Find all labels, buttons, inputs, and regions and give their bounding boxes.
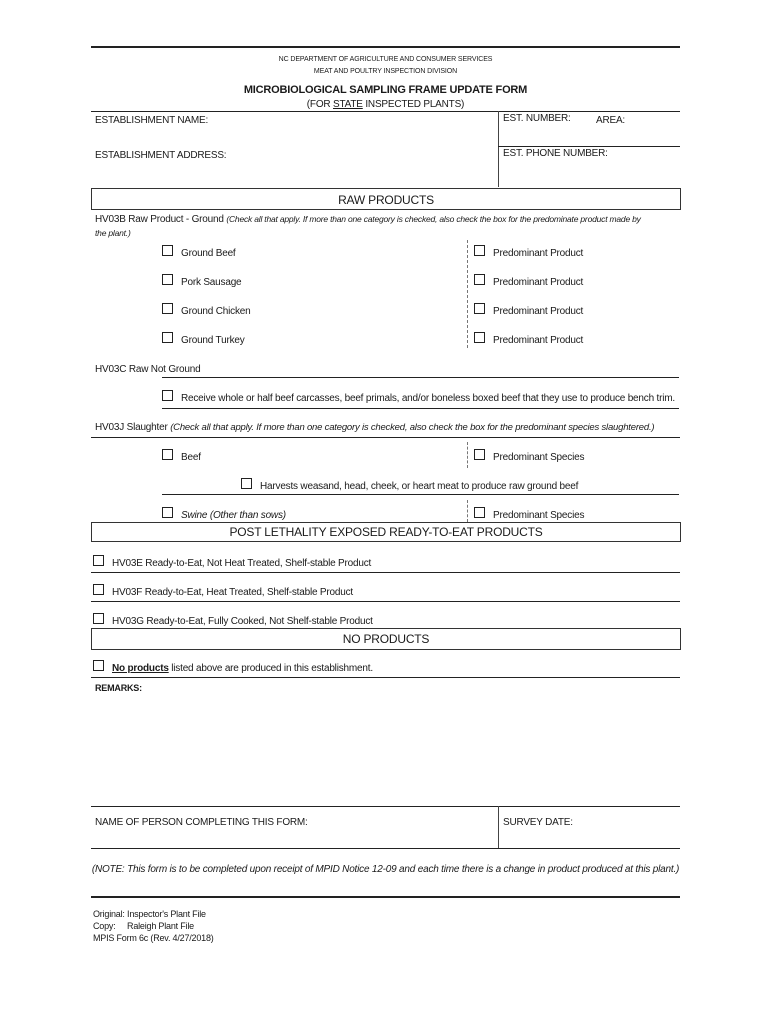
hv03j-rule (91, 437, 680, 438)
harvests-checkbox[interactable] (241, 478, 252, 489)
est-phone-label: EST. PHONE NUMBER: (503, 148, 608, 159)
ground-turkey-label: Ground Turkey (181, 335, 245, 346)
ground-beef-checkbox[interactable] (162, 245, 173, 256)
distribution-copy: Copy: Raleigh Plant File (93, 921, 194, 931)
hv03b-label (95, 214, 641, 225)
hv03c-bottom-rule (162, 408, 679, 409)
fields-top-rule (91, 111, 680, 112)
fields-mid-rule (498, 146, 680, 147)
hv03j-label (95, 422, 654, 433)
ground-beef-predominant-label: Predominant Product (493, 248, 584, 259)
rte-heading: POST LETHALITY EXPOSED READY-TO-EAT PRODUCTS (229, 525, 543, 539)
agency-name: NC DEPARTMENT OF AGRICULTURE AND CONSUMER SERVICES (278, 56, 493, 63)
ground-chicken-predominant-checkbox[interactable] (474, 303, 485, 314)
no-products-bold: No products (112, 663, 169, 674)
harvests-rule (162, 494, 679, 495)
pork-sausage-checkbox[interactable] (162, 274, 173, 285)
no-products-heading: NO PRODUCTS (342, 632, 430, 646)
ground-chicken-label: Ground Chicken (181, 306, 251, 317)
raw-products-heading: RAW PRODUCTS (338, 193, 434, 207)
est-number-label: EST. NUMBER: (503, 113, 571, 124)
ground-chicken-predominant-label: Predominant Product (493, 306, 584, 317)
establishment-address-label: ESTABLISHMENT ADDRESS: (95, 150, 227, 161)
hv03c-rule (162, 377, 679, 378)
hv03f-label: HV03F Ready-to-Eat, Heat Treated, Shelf-stable Product (112, 587, 353, 598)
form-number: MPIS Form 6c (Rev. 4/27/2018) (93, 933, 214, 943)
name-person-label: NAME OF PERSON COMPLETING THIS FORM: (95, 817, 308, 828)
footer-mid-rule (91, 848, 680, 849)
subtitle-state: STATE (333, 99, 363, 110)
hv03e-checkbox[interactable] (93, 555, 104, 566)
footer-top-rule (91, 806, 680, 807)
division-name: MEAT AND POULTRY INSPECTION DIVISION (313, 68, 458, 75)
ground-chicken-checkbox[interactable] (162, 303, 173, 314)
distribution-original: Original: Inspector's Plant File (93, 909, 206, 919)
subtitle-pre: (FOR (306, 99, 334, 110)
top-rule (91, 46, 680, 48)
remarks-label: REMARKS: (95, 683, 142, 693)
subtitle-post: INSPECTED PLANTS) (362, 99, 465, 110)
swine-label: Swine (Other than sows) (181, 510, 286, 521)
ground-column-divider (467, 240, 468, 348)
hv03e-label: HV03E Ready-to-Eat, Not Heat Treated, Shelf-stable Product (112, 558, 372, 569)
swine-checkbox[interactable] (162, 507, 173, 518)
hv03j-code: HV03J Slaughter (95, 422, 168, 433)
hv03f-checkbox[interactable] (93, 584, 104, 595)
ground-turkey-checkbox[interactable] (162, 332, 173, 343)
beef-predominant-checkbox[interactable] (474, 449, 485, 460)
harvests-label: Harvests weasand, head, cheek, or heart meat to produce raw ground beef (260, 481, 579, 492)
fields-divider (498, 111, 499, 187)
no-products-rule (91, 677, 680, 678)
establishment-name-label: ESTABLISHMENT NAME: (95, 115, 209, 126)
remarks-area[interactable] (91, 695, 680, 805)
bench-trim-label: Receive whole or half beef carcasses, beef primals, and/or boneless boxed beef that they use to produce bench trim. (181, 393, 675, 404)
area-label: AREA: (596, 115, 626, 126)
note-bottom-rule (91, 896, 680, 898)
form-title: MICROBIOLOGICAL SAMPLING FRAME UPDATE FORM (243, 84, 528, 96)
slaughter-column-divider-top (467, 442, 468, 468)
no-products-checkbox[interactable] (93, 660, 104, 671)
ground-turkey-predominant-checkbox[interactable] (474, 332, 485, 343)
hv03g-label: HV03G Ready-to-Eat, Fully Cooked, Not Shelf-stable Product (112, 616, 373, 627)
swine-predominant-checkbox[interactable] (474, 507, 485, 518)
form-subtitle (91, 99, 680, 110)
hv03f-rule (91, 601, 680, 602)
pork-sausage-predominant-checkbox[interactable] (474, 274, 485, 285)
ground-beef-predominant-checkbox[interactable] (474, 245, 485, 256)
form-note: (NOTE: This form is to be completed upon receipt of MPID Notice 12-09 and each time there is a change in product produced at this plant.) (91, 864, 680, 875)
hv03j-note: (Check all that apply. If more than one category is checked, also check the box for the predominant species slaughtered.) (170, 422, 655, 433)
pork-sausage-label: Pork Sausage (181, 277, 242, 288)
hv03b-code: HV03B Raw Product - Ground (95, 214, 224, 225)
slaughter-column-divider-bottom (467, 500, 468, 522)
bench-trim-checkbox[interactable] (162, 390, 173, 401)
swine-predominant-label: Predominant Species (493, 510, 585, 521)
hv03e-rule (91, 572, 680, 573)
footer-divider (498, 806, 499, 848)
survey-date-label: SURVEY DATE: (503, 817, 573, 828)
pork-sausage-predominant-label: Predominant Product (493, 277, 584, 288)
hv03b-note: (Check all that apply. If more than one category is checked, also check the box for the predominate product made by (226, 214, 641, 224)
beef-label: Beef (181, 452, 201, 463)
ground-turkey-predominant-label: Predominant Product (493, 335, 584, 346)
no-products-label (112, 663, 373, 674)
hv03c-label: HV03C Raw Not Ground (95, 364, 201, 375)
ground-beef-label: Ground Beef (181, 248, 236, 259)
no-products-rest: listed above are produced in this establishment. (168, 663, 373, 674)
hv03b-note-cont: the plant.) (95, 228, 131, 238)
beef-predominant-label: Predominant Species (493, 452, 585, 463)
beef-checkbox[interactable] (162, 449, 173, 460)
hv03g-checkbox[interactable] (93, 613, 104, 624)
